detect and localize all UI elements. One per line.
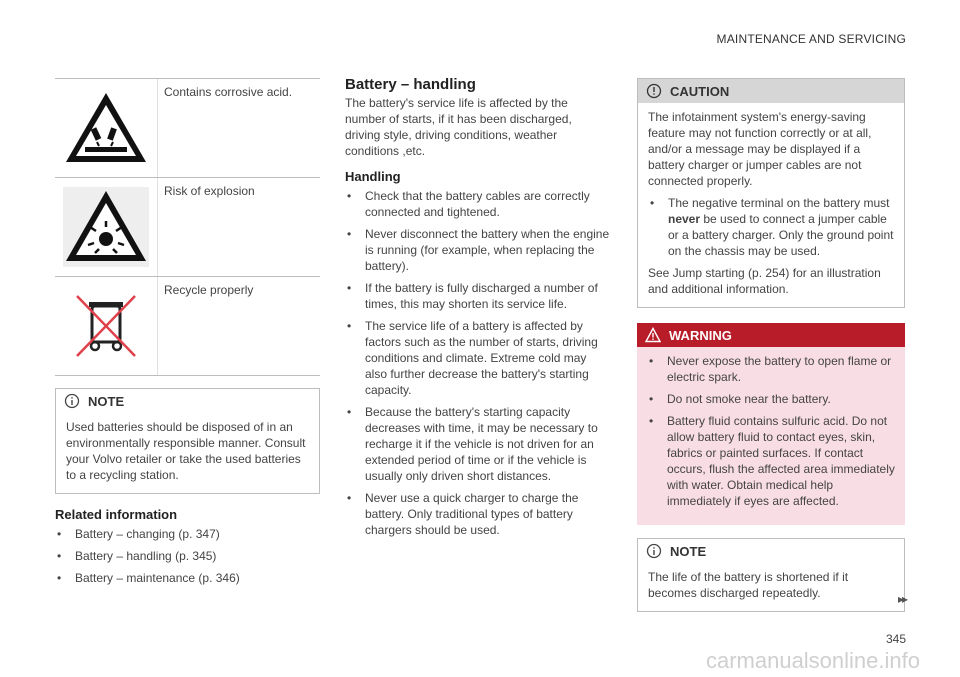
note-box [55, 388, 320, 494]
related-link[interactable]: • Battery – handling (p. 345) [55, 548, 320, 564]
info-icon [64, 393, 80, 409]
symbol-row [55, 78, 320, 177]
list-item: • Check that the battery cables are correctly connected and tightened. [345, 188, 610, 220]
caution-list [648, 195, 894, 259]
emphasis-never: never [668, 212, 701, 226]
caution-header [638, 79, 904, 103]
middle-column [345, 76, 610, 544]
watermark: carmanualsonline.info [705, 648, 920, 673]
symbol-label: Contains corrosive acid. [157, 79, 320, 177]
handling-list [345, 188, 610, 538]
intro-text: The battery's service life is affected by the number of starts, if it has been discharged, driving style, driving conditions, weather conditions ,etc. [345, 96, 572, 158]
continue-marker: ▸▸ [897, 592, 906, 606]
caution-text: The infotainment system's energy-saving feature may not function correctly or at all, and/or a message may be displayed if a battery charger or jumper cables are not connected properly. [648, 110, 872, 188]
section-header: MAINTENANCE AND SERVICING [716, 32, 906, 46]
exclamation-icon [646, 83, 662, 99]
note-body: The life of the battery is shortened if it becomes discharged repeatedly. [648, 570, 849, 600]
list-item: • Because the battery's starting capacity decreases with time, it may be necessary to recharge it if the vehicle is not driven for an extended period of time or if the vehicle is usually only driven short distances. [345, 404, 610, 484]
symbol-row [55, 177, 320, 276]
warning-title: WARNING [669, 327, 732, 343]
subtitle: Handling [345, 169, 401, 184]
caution-footer: See Jump starting (p. 254) for an illustration and additional information. [648, 266, 881, 296]
note-body: Used batteries should be disposed of in an environmentally responsible manner. Consult your Volvo retailer or take the used batteries to a recycling station. [66, 420, 306, 482]
left-column [55, 78, 320, 592]
page-title: Battery – handling [345, 76, 476, 93]
list-item: • Never use a quick charger to charge the battery. Only traditional types of battery chargers should be used. [345, 490, 610, 538]
caution-body [638, 103, 904, 307]
symbol-label: Risk of explosion [157, 178, 320, 276]
note-header [56, 389, 319, 413]
list-item: • If the battery is fully discharged a number of times, this may shorten its service life. [345, 280, 610, 312]
corrosive-warning-icon [55, 79, 157, 177]
warning-header [637, 323, 905, 347]
note-header [638, 539, 904, 563]
note-box [637, 538, 905, 612]
page-number: 345 [885, 632, 906, 646]
list-item: • The service life of a battery is affected by factors such as the number of starts, driving conditions and climate. Extreme cold may also further decrease the battery's starting capacity. [345, 318, 610, 398]
caution-title: CAUTION [670, 83, 730, 99]
list-item: • Never disconnect the battery when the engine is running (for example, when replacing the battery). [345, 226, 610, 274]
warning-triangle-icon [645, 327, 661, 343]
list-item: • Never expose the battery to open flame or electric spark. [647, 353, 895, 385]
symbol-table [55, 78, 320, 376]
note-title: NOTE [88, 393, 125, 409]
warning-box [637, 323, 905, 525]
symbol-row [55, 276, 320, 376]
recycle-bin-crossed-icon [55, 277, 157, 375]
related-title: Related information [55, 507, 178, 522]
list-item: • Do not smoke near the battery. [647, 391, 895, 407]
right-column [637, 78, 905, 612]
related-link[interactable]: • Battery – changing (p. 347) [55, 526, 320, 542]
caution-box [637, 78, 905, 308]
related-link[interactable]: • Battery – maintenance (p. 346) [55, 570, 320, 586]
warning-list [647, 353, 895, 509]
symbol-label: Recycle properly [157, 277, 320, 375]
note-title: NOTE [670, 543, 707, 559]
warning-body [637, 347, 905, 525]
related-list [55, 526, 320, 586]
info-icon [646, 543, 662, 559]
list-item: • Battery fluid contains sulfuric acid. Do not allow battery fluid to contact eyes, skin, fabrics or painted surfaces. If contact occurs, flush the affected area immediately with water. Obtain medical help immediately if eyes are affected. [647, 413, 895, 509]
explosion-warning-icon [55, 178, 157, 276]
list-item: • The negative terminal on the battery must never be used to connect a jumper cable or a battery charger. Only the ground point on the chassis may be used. [648, 195, 894, 259]
